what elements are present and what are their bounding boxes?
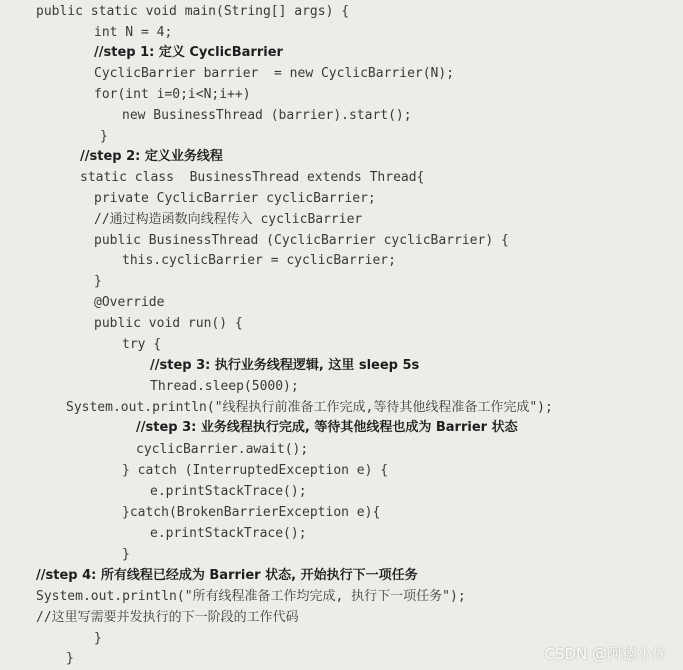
code-line: CyclicBarrier barrier = new CyclicBarrier(N); — [94, 66, 455, 81]
code-annotation: @Override — [94, 295, 165, 310]
watermark: CSDN @阿德小仔 — [544, 645, 667, 663]
code-line: new BusinessThread (barrier).start(); — [122, 108, 412, 123]
code-comment: //step 2: 定义业务线程 — [80, 149, 223, 164]
code-comment: //这里写需要并发执行的下一阶段的工作代码 — [36, 610, 299, 625]
code-comment: //step 4: 所有线程已经成为 Barrier 状态, 开始执行下一项任务 — [36, 568, 418, 583]
code-line: } — [122, 547, 130, 562]
code-line: } — [94, 631, 102, 646]
code-comment: //step 1: 定义 CyclicBarrier — [94, 45, 283, 60]
code-line: for(int i=0;i<N;i++) — [94, 87, 251, 102]
code-line: Thread.sleep(5000); — [150, 379, 299, 394]
code-line: e.printStackTrace(); — [150, 484, 307, 499]
code-line: public BusinessThread (CyclicBarrier cyclicBarrier) { — [94, 233, 509, 248]
code-comment: //通过构造函数向线程传入 cyclicBarrier — [94, 212, 363, 227]
code-line: } — [94, 274, 102, 289]
code-line: } — [100, 129, 108, 144]
code-line: System.out.println("线程执行前准备工作完成,等待其他线程准备工作完成"); — [66, 400, 553, 415]
code-line: try { — [122, 337, 162, 352]
code-comment: //step 3: 执行业务线程逻辑, 这里 sleep 5s — [150, 358, 420, 373]
code-line: private CyclicBarrier cyclicBarrier; — [94, 191, 376, 206]
code-line: cyclicBarrier.await(); — [136, 442, 309, 457]
code-line: int N = 4; — [94, 25, 173, 40]
code-line: System.out.println("所有线程准备工作均完成, 执行下一项任务"); — [36, 589, 466, 604]
code-comment: //step 3: 业务线程执行完成, 等待其他线程也成为 Barrier 状态 — [136, 420, 518, 435]
code-line: e.printStackTrace(); — [150, 526, 307, 541]
code-line: static class BusinessThread extends Thread{ — [80, 170, 425, 185]
code-line: } catch (InterruptedException e) { — [122, 463, 389, 478]
code-line: this.cyclicBarrier = cyclicBarrier; — [122, 253, 396, 268]
code-line: public static void main(String[] args) { — [36, 4, 350, 19]
code-line: public void run() { — [94, 316, 243, 331]
code-line: } — [66, 651, 74, 666]
code-line: }catch(BrokenBarrierException e){ — [122, 505, 381, 520]
